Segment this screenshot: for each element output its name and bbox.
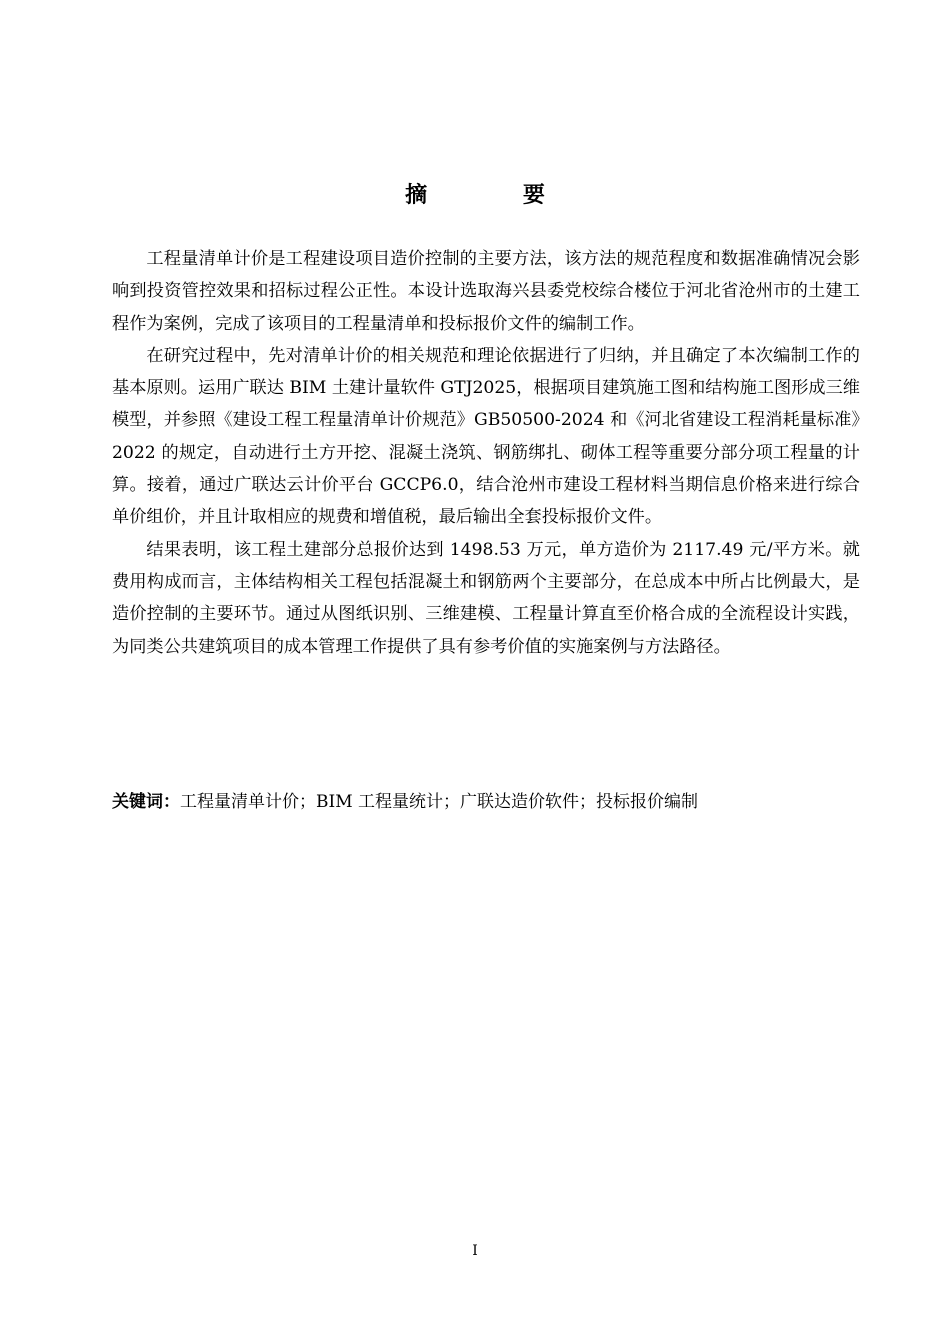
abstract-paragraph-3: 结果表明，该工程土建部分总报价达到 1498.53 万元，单方造价为 2117.49 元/平方米。就费用构成而言，主体结构相关工程包括混凝土和钢筋两个主要部分，在总成本中所占比例最大，是造价控制的主要环节。通过从图纸识别、三维建模、工程量计算直至价格合成的全流程设计实践，为同类公共建筑项目的成本管理工作提供了具有参考价值的实施案例与方法路径。 xyxy=(112,539,860,657)
abstract-paragraph-1: 工程量清单计价是工程建设项目造价控制的主要方法，该方法的规范程度和数据准确情况会影响到投资管控效果和招标过程公正性。本设计选取海兴县委党校综合楼位于河北省沧州市的土建工程作为案例，完成了该项目的工程量清单和投标报价文件的编制工作。 xyxy=(112,249,860,334)
abstract-title: 摘 要 xyxy=(405,183,589,208)
keywords-label: 关键词： xyxy=(112,792,180,812)
abstract-paragraph-2: 在研究过程中，先对清单计价的相关规范和理论依据进行了归纳，并且确定了本次编制工作的基本原则。运用广联达 BIM 土建计量软件 GTJ2025，根据项目建筑施工图和结构施工图形成三维模型，并参照《建设工程工程量清单计价规范》GB50500-2024 和《河北省建设工程消耗量标准》2022 的规定，自动进行土方开挖、混凝土浇筑、钢筋绑扎、砌体工程等重要分部分项工程量的计算。接着，通过广联达云计价平台 GCCP6.0，结合沧州市建设工程材料当期信息价格来进行综合单价组价，并且计取相应的规费和增值税，最后输出全套投标报价文件。 xyxy=(112,345,860,528)
keywords-text: 工程量清单计价；BIM 工程量统计；广联达造价软件；投标报价编制 xyxy=(180,792,699,812)
keywords-line xyxy=(112,788,860,816)
page-number: I xyxy=(472,1243,478,1259)
abstract-body xyxy=(112,243,860,663)
